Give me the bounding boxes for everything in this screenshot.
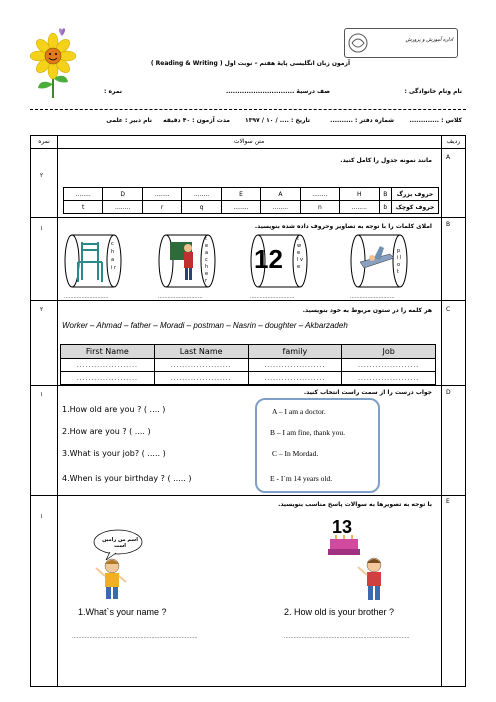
student-name-label: نام ونام خانوادگی : bbox=[404, 88, 462, 95]
flower-logo bbox=[30, 26, 76, 100]
section-d-id: D bbox=[446, 389, 451, 396]
letter-cell: b bbox=[379, 201, 392, 214]
class-label: صف درسیهٔ .............................. bbox=[225, 88, 330, 95]
letter-cell: n bbox=[300, 201, 339, 214]
date-label: تاریخ : .... / ۱۰ / ۱۳۹۷ bbox=[245, 117, 310, 124]
letter-cell: D bbox=[103, 188, 142, 201]
answer-d-b: B – I am fine, thank you. bbox=[270, 428, 345, 437]
section-e-instruction: با توجه به تصویرها به سوالات پاسخ مناسب بنویسید. bbox=[278, 501, 432, 508]
teacher-label: نام دبیر : علمی bbox=[106, 117, 152, 124]
answer-d-a: A – I am a doctor. bbox=[272, 407, 326, 416]
section-c-id: C bbox=[446, 306, 451, 313]
letters-table bbox=[63, 187, 439, 214]
letter-cell: r bbox=[142, 201, 181, 214]
scrambled-pilot: p i l o t bbox=[397, 248, 402, 275]
letter-cell: ........ bbox=[142, 188, 181, 201]
section-d-score: ۱ bbox=[40, 391, 44, 398]
letter-cell: ........ bbox=[103, 201, 142, 214]
score-label: نمره : bbox=[103, 88, 122, 95]
seal-emblem-icon bbox=[347, 32, 369, 54]
column-first-name: First Name bbox=[61, 345, 155, 359]
question-d-2: 2.How are you ? ( .... ) bbox=[62, 427, 151, 436]
blank-cell: ..................... bbox=[342, 372, 436, 385]
small-letters-row bbox=[64, 201, 439, 214]
column-job: Job bbox=[342, 345, 436, 359]
letter-cell: t bbox=[64, 201, 103, 214]
section-a-score: ۲ bbox=[40, 172, 44, 179]
letter-cell: ........ bbox=[64, 188, 103, 201]
section-d-instruction: جواب درست را از سمت راست انتخاب کنید. bbox=[303, 389, 432, 396]
section-c-instruction: هر کلمه را در ستون مربوط به خود بنویسید. bbox=[302, 307, 432, 314]
notebook-label: شماره دفتر : .......... bbox=[330, 117, 394, 124]
letter-cell: H bbox=[340, 188, 379, 201]
seal-box bbox=[344, 28, 458, 58]
exam-title: آزمون زبان انگلیسی پایهٔ هفتم – نوبت اول ( Reading & Writing ) bbox=[150, 60, 350, 67]
question-d-4: 4.When is your birthday ? ( ..... ) bbox=[62, 474, 192, 483]
answer-blank-2: ............................ bbox=[158, 294, 203, 300]
small-letters-label: حروف کوچک bbox=[392, 201, 439, 214]
letter-cell: ........ bbox=[300, 188, 339, 201]
answer-blank-3: ............................ bbox=[250, 294, 295, 300]
column-family: family bbox=[248, 345, 342, 359]
letter-cell: E bbox=[221, 188, 260, 201]
seal-text: اداره آموزش و پرورش bbox=[405, 37, 453, 43]
blank-cell: ..................... bbox=[154, 359, 248, 372]
section-b-score: ۱ bbox=[40, 225, 44, 232]
number-twelve: 12 bbox=[254, 244, 283, 274]
grade-label: کلاس : ............. bbox=[409, 117, 462, 124]
letter-cell: A bbox=[261, 188, 300, 201]
cake-number: 13 bbox=[332, 517, 353, 537]
column-last-name: Last Name bbox=[154, 345, 248, 359]
answer-d-e: E - I`m 14 years old. bbox=[270, 474, 333, 483]
letter-cell: ........ bbox=[261, 201, 300, 214]
answer-e-2: ............................................................................... bbox=[284, 634, 410, 640]
section-c-score: ۲ bbox=[40, 306, 44, 313]
question-d-3: 3.What is your job? ( ..... ) bbox=[62, 449, 166, 458]
names-table bbox=[60, 344, 436, 385]
column-header-questions: متن سوالات bbox=[233, 138, 265, 145]
scrambled-teacher: t e a c h e r bbox=[205, 236, 209, 284]
letter-cell: ........ bbox=[221, 201, 260, 214]
speech-bubble-text: اسم من رامین است bbox=[102, 537, 138, 549]
section-b-instruction: املای کلمات را با توجه به تصاویر وحروف داده شده بنویسید. bbox=[254, 223, 432, 230]
blank-cell: ..................... bbox=[248, 372, 342, 385]
letter-cell: B bbox=[379, 188, 392, 201]
big-letters-row bbox=[64, 188, 439, 201]
section-e-id: E bbox=[446, 498, 450, 505]
word-list: Worker – Ahmad – father – Moradi – postman – Nasrin – doughter – Akbarzadeh bbox=[62, 321, 348, 330]
answer-blank-1: ............................ bbox=[64, 294, 109, 300]
scrambled-chair: c h a i r bbox=[111, 241, 117, 271]
letter-cell: q bbox=[182, 201, 221, 214]
answer-blank-4: ............................ bbox=[350, 294, 395, 300]
big-letters-label: حروف بزرگ bbox=[392, 188, 439, 201]
letter-cell: ........ bbox=[340, 201, 379, 214]
blank-cell: ..................... bbox=[154, 372, 248, 385]
section-b-id: B bbox=[446, 221, 451, 228]
blank-cell: ..................... bbox=[342, 359, 436, 372]
duration-label: مدت آزمون : ۴۰ دقیقه bbox=[163, 117, 230, 124]
column-header-score: نمره bbox=[38, 138, 50, 145]
blank-cell: ..................... bbox=[61, 359, 155, 372]
letter-cell: ........ bbox=[182, 188, 221, 201]
question-e-1: 1.What`s your name ? bbox=[78, 607, 167, 617]
question-e-2: 2. How old is your brother ? bbox=[284, 607, 395, 617]
column-header-row: ردیف bbox=[446, 138, 461, 145]
section-a-id: A bbox=[446, 154, 451, 161]
blank-cell: ..................... bbox=[61, 372, 155, 385]
blank-cell: ..................... bbox=[248, 359, 342, 372]
scrambled-twelve: t w e l v e bbox=[297, 236, 303, 270]
question-d-1: 1.How old are you ? ( .... ) bbox=[62, 405, 166, 414]
answer-d-c: C – In Mordad. bbox=[272, 449, 319, 458]
answer-e-1: ............................................................................... bbox=[72, 634, 198, 640]
section-e-score: ۱ bbox=[40, 513, 44, 520]
section-a-instruction: مانند نمونه جدول را کامل کنید. bbox=[340, 157, 432, 164]
